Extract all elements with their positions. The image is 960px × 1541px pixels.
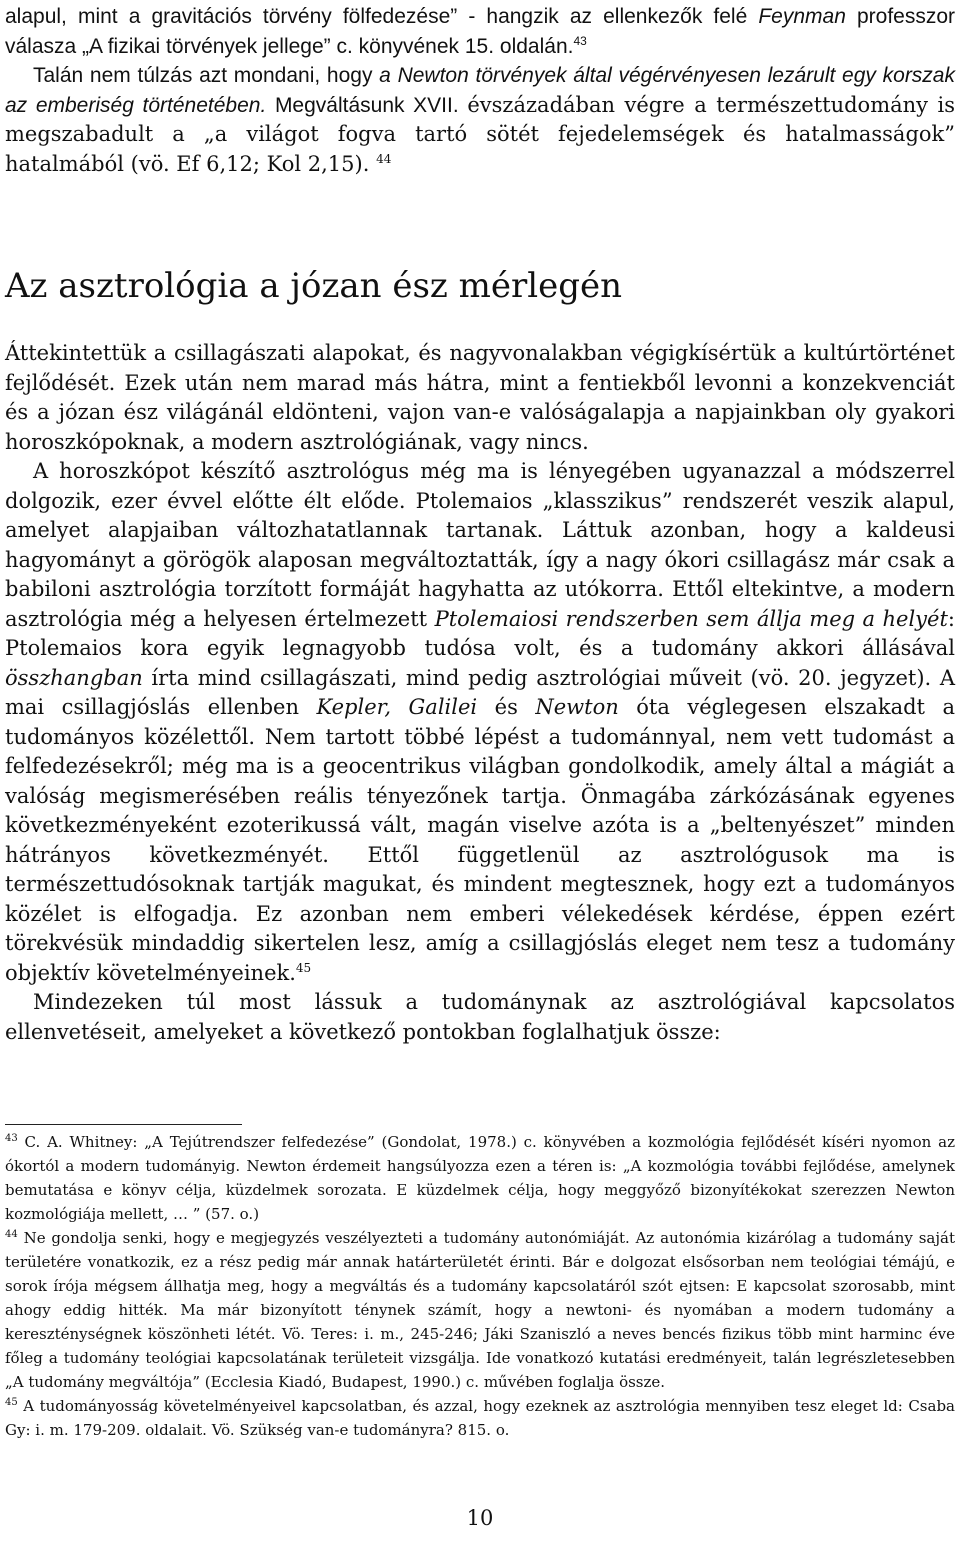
text-run: alapul, mint a gravitációs törvény fölfedezése” - hangzik az ellenkezők felé <box>5 5 759 28</box>
footnote-43 <box>5 1130 955 1226</box>
page-number: 10 <box>466 1506 494 1530</box>
paragraph-feynman <box>5 2 955 61</box>
main-text-block <box>5 339 955 1047</box>
text-run: Talán nem túlzás azt mondani, hogy <box>33 64 380 87</box>
footnote-ref-45[interactable]: 45 <box>295 960 312 975</box>
footnote-number: 44 <box>5 1229 18 1240</box>
text-run: A horoszkópot készítő asztrológus még ma is lényegében ugyanazzal a módszerrel dolgozik, ezer évvel előtte élt elődе. Ptolemaios „klasszikus” rendszerét veszik alapul, amelyet alapjaiban változhatatlannak tartanak. Láttuk azonban, hogy a kaldeusi hagyományt a görögök alaposan megváltoztatták, így a nagy ókori csillagász már csak a babiloni asztrológia torzított formáját hagyhatta az utókorra. Ettől eltekintve, a modern asztrológia még a helyesen értelmezett <box>5 459 955 631</box>
text-run: évszázadában végre a természettudomány is megszabadult a „a világot fogva tartó sötét fejedelemségek és hatalmasságok” hatalmából (vö. Ef 6,12; Kol 2,15). <box>5 92 955 176</box>
footnote-ref-43[interactable]: 43 <box>573 33 587 48</box>
text-run: Megváltásunk XVII. <box>266 93 468 117</box>
text-run: és <box>477 695 536 719</box>
footnote-text: A tudományosság követelményeivel kapcsolatban, és azzal, hogy ezeknek az asztrológia mennyiben tesz eleget ld: Csaba Gy: i. m. 179-209. oldalait. Vö. Szükség van-e tudományra? 815. o. <box>5 1397 955 1439</box>
footnote-45 <box>5 1394 955 1442</box>
footnotes <box>5 1130 955 1442</box>
paragraph-objections: Mindezeken túl most lássuk a tudománynak az asztrológiával kapcsolatos ellenvetéseit, amelyeket a következő pontokban foglalhatjuk össze: <box>5 990 955 1044</box>
footnote-number: 43 <box>5 1133 18 1144</box>
text-run-italic: Kepler, Galilei <box>316 695 478 719</box>
intro-text-block <box>5 2 955 179</box>
footnote-text: Ne gondolja senki, hogy e megjegyzés veszélyezteti a tudomány autonómiáját. Az autonómia kizárólag a tudomány saját területére vonatkozik, ez a rész pedig már annak határterületét érinti. Bár e dolgozat elsősorban nem teológiai témájú, e sorok írója mégsem állhatja meg, hogy a megváltás és a tudomány kapcsolatáról szót ejtsen: E kapcsolat szorosabb, mint ahogy eddig hitték. Ma már bizonyított ténynek számít, hogy a newtoni- és nyomában a modern tudomány a kereszténységnek köszönheti létét. Vö. Teres: i. m., 245-246; Jáki Szaniszló a neves bencés fizikus több mint harminc éve főleg a tudomány teológiai kapcsolatának területeit vizsgálja. Ide vonatkozó kutatási eredményeit, talán legrészletesebben „A tudomány megváltója” (Ecclesia Kiadó, Budapest, 1990.) c. művében foglalja össze. <box>5 1229 955 1391</box>
footnote-text: C. A. Whitney: „A Tejútrendszer felfedezése” (Gondolat, 1978.) c. könyvében a kozmológia fejlődését kíséri nyomon az ókortól a modern tudományig. Newton érdemeit hangsúlyozza ezen a téren is: „A kozmológia további fejlődése, amelynek bemutatása e könyv célja, küzdelmek sorozata. E küzdelmek célja, hogy meggyőző bizonyítékokat szerezzen Newton kozmológiája mellett, … ” (57. o.) <box>5 1133 955 1223</box>
footnote-number: 45 <box>5 1397 18 1408</box>
footnote-separator <box>5 1124 242 1125</box>
paragraph-overview: Áttekintettük a csillagászati alapokat, és nagyvonalakban végigkísértük a kultúrtörténet fejlődését. Ezek után nem marad más hátra, mint a fentiekből levonni a konzekvenciát és a józan ész világánál eldönteni, vajon van-e valóságalapja a napjainkban oly gyakori horoszkópoknak, a modern asztrológiának, vagy nincs. <box>5 341 955 454</box>
text-run: óta véglegesen elszakadt a tudományos közélettől. Nem tartott többé lépést a tudománnyal, nem vett tudomást a felfedezésekről; még ma is a geocentrikus világban gondolkodik, amely által a mágiát a valóság megismerésében reális tényezőnek tartja. Önmagába zárkózásának egyenes következményeként ezoterikussá vált, magán viselve azóta is a „beltenyészet” minden hátrányos következményét. Ettől függetlenül az asztrológusok ma is természettudósoknak tartják magukat, és mindent megtesznek, hogy ezt a tudományos közélet is elfogadja. Ez azonban nem emberi vélekedések kérdése, éppen ezért törekvésük mindaddig sikertelen lesz, amíg a csillagjóslás eleget nem tesz a tudomány objektív követelményeinek. <box>5 695 956 985</box>
text-run-italic: Ptolemaiosi rendszerben sem állja meg a helyét <box>434 606 948 631</box>
text-run-italic: a Newton törvények által végérvényesen lezárult egy korszak az emberiség történetében. <box>5 64 955 117</box>
text-run-italic: Newton <box>535 695 619 719</box>
section-heading: Az asztrológia a józan ész mérlegén <box>5 266 623 306</box>
paragraph-newton <box>5 61 955 179</box>
text-run-italic: Feynman <box>758 5 846 28</box>
text-run: professzor válasza „A fizikai törvények jellege” c. könyvének 15. oldalán. <box>5 5 956 58</box>
text-run: írta mind csillagászati, mind pedig asztrológiai műveit (vö. 20. jegyzet). A mai csillagjóslás ellenben <box>5 665 955 719</box>
footnote-44 <box>5 1226 955 1394</box>
text-run: : Ptolemaios kora egyik legnagyobb tudósa volt, és a tudomány akkori állásával <box>5 606 955 660</box>
footnote-ref-44[interactable]: 44 <box>376 151 392 166</box>
text-run-italic: összhangban <box>5 665 143 690</box>
paragraph-horoscope <box>5 457 955 988</box>
